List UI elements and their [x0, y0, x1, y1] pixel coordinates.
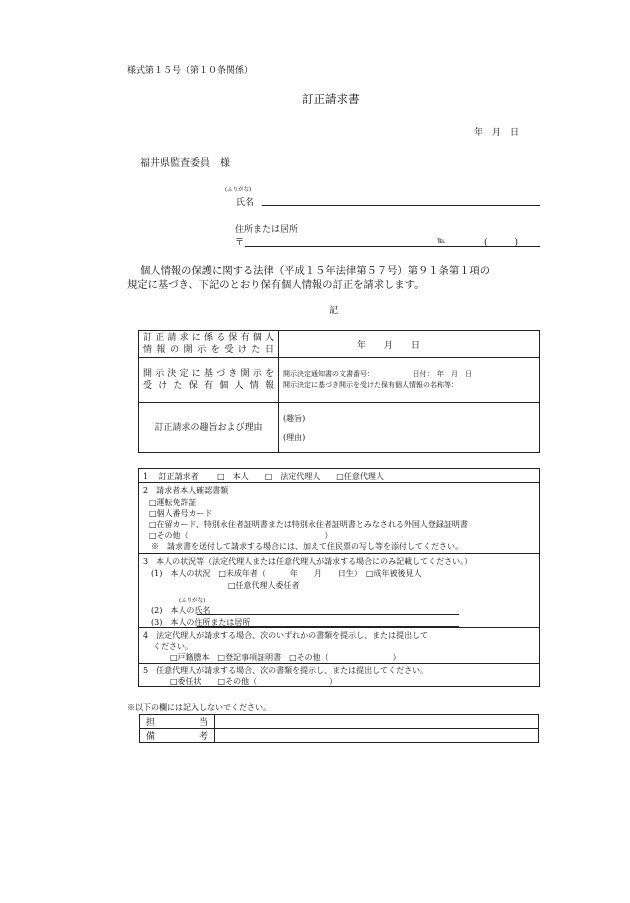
body-line-1: 個人情報の保護に関する法律（平成１５年法律第５７号）第９１条第１項の [140, 265, 491, 277]
table-row [139, 403, 540, 453]
form-title: 訂正請求書 [302, 92, 360, 106]
principal-status-2[interactable]: □任意代理人委任者 [228, 581, 300, 590]
section-4-line1: 4 法定代理人が請求する場合、次のいずれかの書類を提示し、または提出して [143, 631, 429, 640]
addressee: 福井県監査委員 様 [140, 158, 230, 169]
body-line-2: 規定に基づき、下記のとおり保有個人情報の訂正を請求します。 [127, 279, 425, 291]
divider [139, 663, 539, 664]
address-underline [245, 246, 540, 247]
principal-name-line [197, 614, 459, 615]
ki-mark: 記 [329, 306, 339, 316]
requester-details-box [138, 468, 540, 687]
purpose-reason-label: 訂正請求の趣旨および理由 [139, 403, 279, 453]
address-label: 住所または居所 [235, 225, 299, 235]
id-doc-option[interactable]: □在留カード、特別永住者証明書または特別永住者証明書とみなされる外国人登録証明書 [149, 520, 468, 529]
disclosure-date-label: 訂正請求に係る保有個人 情報の開示を受けた日 [139, 331, 279, 358]
principal-furigana: (ふりがな) [179, 598, 206, 604]
footer-note: ※以下の欄には記入しないでください。 [127, 703, 271, 712]
principal-status[interactable]: (1) 本人の状況 □未成年者（ 年 月 日生） □成年被後見人 [151, 569, 422, 578]
tel-mark: ℡ [437, 236, 446, 245]
section-1[interactable]: 1 訂正請求者 □ 本人 □ 法定代理人 □任意代理人 [143, 472, 384, 481]
principal-name: (2) 本人の氏名 [151, 606, 211, 615]
disclosed-info-label: 開示決定に基づき開示を 受けた保有個人情報 [139, 358, 279, 403]
office-row-value [215, 729, 539, 743]
office-row-label: 担当 [140, 715, 215, 729]
divider [139, 482, 539, 483]
date-placeholder: 年 月 日 [474, 128, 520, 138]
id-doc-option[interactable]: □運転免許証 [149, 498, 197, 507]
tel-paren: ( ) [484, 238, 519, 248]
legal-rep-docs[interactable]: □戸籍謄本 □登記事項証明書 □その他（ ） [170, 653, 401, 662]
section-2-title: 2 請求者本人確認書類 [143, 486, 229, 495]
furigana-label: (ふりがな) [225, 187, 252, 193]
section-4-line2: ください。 [153, 642, 193, 651]
id-doc-option[interactable]: □個人番号カード [149, 509, 213, 518]
section-2-note: ※ 請求書を送付して請求する場合には、加えて住民票の写し等を添付してください。 [151, 542, 463, 551]
office-use-table [139, 714, 539, 743]
postal-mark: 〒 [235, 238, 245, 248]
request-info-table [138, 330, 540, 453]
table-row [139, 331, 540, 358]
table-row [139, 358, 540, 403]
name-underline [262, 205, 540, 206]
name-label: 氏名 [236, 198, 255, 208]
office-row-value [215, 715, 539, 729]
divider [139, 553, 539, 554]
section-5-line1: 5 任意代理人が請求する場合、次の書類を提示し、または提出してください。 [143, 666, 429, 675]
table-row [140, 715, 539, 729]
office-row-label: 備考 [140, 729, 215, 743]
id-doc-option[interactable]: □その他（ ） [149, 531, 333, 540]
section-3-title: 3 本人の状況等（法定代理人または任意代理人が請求する場合にのみ記載してください。） [143, 557, 473, 566]
disclosure-date-value[interactable]: 年 月 日 [279, 331, 540, 358]
table-row [140, 729, 539, 743]
disclosed-info-value[interactable]: 開示決定通知書の文書番号： 日付： 年 月 日 開示決定に基づき開示を受けた保有個人情報の名称等： [279, 358, 540, 403]
purpose-reason-value[interactable]: (趣旨) (理由) [279, 403, 540, 453]
divider [139, 627, 539, 628]
form-number: 様式第１５号（第１０条関係） [127, 66, 254, 76]
proxy-docs[interactable]: □委任状 □その他（ ） [170, 677, 338, 686]
principal-address: (3) 本人の住所または居所 [151, 618, 251, 627]
